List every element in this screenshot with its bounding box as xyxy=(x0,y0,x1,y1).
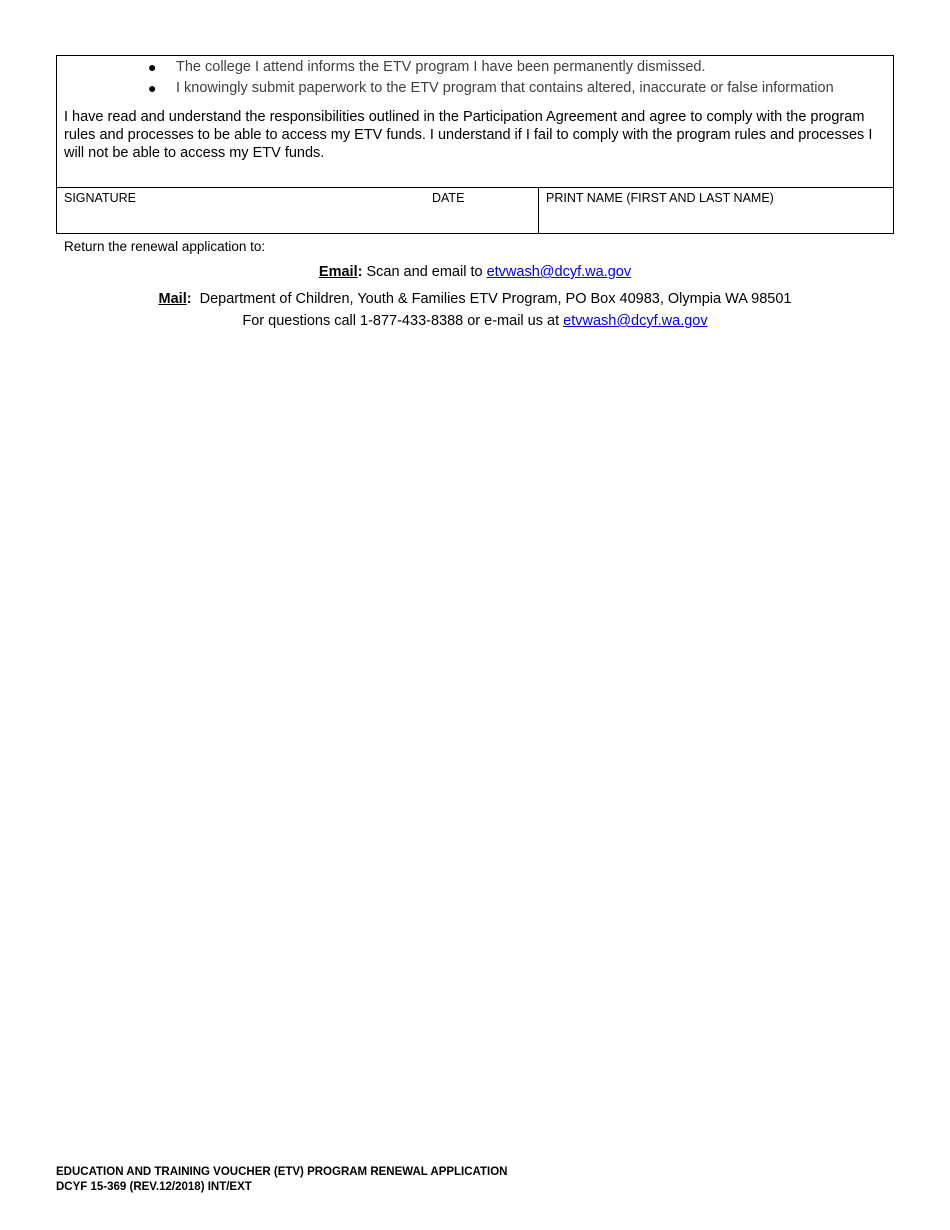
footer-title: EDUCATION AND TRAINING VOUCHER (ETV) PROGRAM RENEWAL APPLICATION xyxy=(56,1166,508,1178)
mail-line: Mail: Department of Children, Youth & Families ETV Program, PO Box 40983, Olympia WA 98501 xyxy=(158,291,792,307)
print-name-field[interactable]: PRINT NAME (FIRST AND LAST NAME) xyxy=(546,191,774,205)
email-label: Email xyxy=(318,264,358,280)
terms-box xyxy=(56,55,894,188)
field-divider xyxy=(538,188,539,233)
footer-form-id: DCYF 15-369 (REV.12/2018) INT/EXT xyxy=(56,1181,252,1193)
bullet-icon: ● xyxy=(148,59,157,75)
signature-row xyxy=(56,187,894,234)
bullet-icon: ● xyxy=(148,80,157,96)
email-text: Scan and email to xyxy=(362,264,487,280)
questions-line xyxy=(0,313,950,329)
email-link[interactable]: etvwash@dcyf.wa.gov xyxy=(486,264,632,280)
email-line: Email: Scan and email to etvwash@dcyf.wa.gov xyxy=(318,264,632,280)
questions-email-link[interactable]: etvwash@dcyf.wa.gov xyxy=(563,313,708,329)
mail-address: Department of Children, Youth & Families ETV Program, PO Box 40983, Olympia WA 98501 xyxy=(191,291,792,307)
return-instructions: Return the renewal application to: xyxy=(64,239,266,254)
list-item-text: The college I attend informs the ETV program I have been permanently dismissed. xyxy=(176,59,706,75)
date-field[interactable]: DATE xyxy=(432,191,465,205)
list-item xyxy=(148,59,706,75)
list-item xyxy=(148,80,834,96)
list-item-text: I knowingly submit paperwork to the ETV program that contains altered, inaccurate or false information xyxy=(176,80,834,96)
mail-label: Mail xyxy=(158,291,187,307)
signature-field[interactable]: SIGNATURE xyxy=(64,191,136,205)
questions-text: For questions call 1-877-433-8388 or e-mail us at xyxy=(242,313,564,329)
agreement-statement: I have read and understand the responsibilities outlined in the Participation Agreement and agree to comply with the program rules and processes to be able to access my ETV funds. I understand if I fail to comply with the program rules and processes I will not be able to access my ETV funds. xyxy=(64,109,873,161)
